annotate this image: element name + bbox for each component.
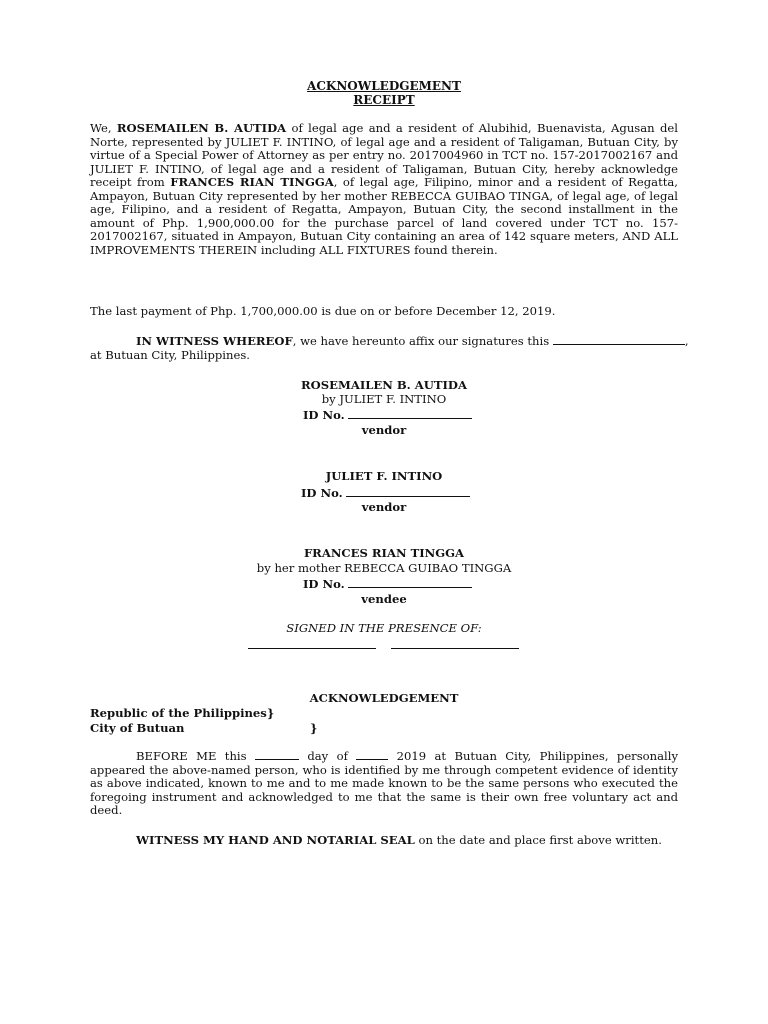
ack-paragraph: BEFORE ME this day of 2019 at Butuan City, Philippines, personally appeared the above-named person, who is identified by me through competent evidence of identity as above indicated, known to me and to me made known to be the same persons who executed the foregoing instrument and acknowledged to me that the same is their own free voluntary act and deed. [90, 749, 678, 817]
day-blank [255, 749, 299, 760]
witness-heading: IN WITNESS WHEREOF [136, 334, 293, 348]
signed-presence-label: SIGNED IN THE PRESENCE OF: [286, 621, 482, 635]
receipt-paragraph [90, 122, 678, 257]
witness-location: at Butuan City, Philippines. [90, 348, 250, 362]
text-payment-details: , of legal age, Filipino, minor and a resident of Regatta, Ampayon, Butuan City represented by her mother REBECCA GUIBAO TINGA, of legal age, of legal age, Filipino, and a resident of Regatta, Ampayon, Butuan City, the second installment in the amount of Php. 1,900,000.00 for the purchase parcel of land covered under TCT no. 157-2017002167, situated in Ampayon, Butuan City containing an area of 142 square meters, AND ALL IMPROVEMENTS THEREIN including ALL FIXTURES found therein. [90, 175, 678, 257]
sig2-id: ID No. [301, 486, 470, 500]
ack-title: ACKNOWLEDGEMENT [309, 691, 459, 705]
sig3-name: FRANCES RIAN TINGGA [303, 546, 465, 560]
sig1-role: vendor [361, 423, 407, 437]
sig1-id-blank [348, 408, 472, 419]
witness-paragraph: IN WITNESS WHEREOF, we have hereunto affix our signatures this , [136, 334, 689, 348]
text-representation: of legal age and a resident of Alubihid, Buenavista, Agusan del Norte, represented by JULIET F. INTINO, of legal age and a resident of Taligaman, Butuan City, by virtue of a Special Power of Attorney as per entry no. 2017004960 in TCT no. 157-2017002167 and JULIET F. INTINO, of legal age and a resident of Taligaman, Butuan City, hereby acknowledge receipt from [90, 121, 678, 189]
witness-signature-line-1 [248, 648, 376, 649]
document-subtitle: RECEIPT [353, 93, 415, 107]
sig1-by: by JULIET F. INTINO [321, 392, 447, 406]
witness-text: , we have hereunto affix our signatures this [292, 334, 553, 348]
sig2-role: vendor [361, 500, 407, 514]
vendee-name: FRANCES RIAN TINGGA [170, 175, 334, 189]
sig2-name: JULIET F. INTINO [325, 469, 443, 483]
text-we: We, [90, 121, 117, 135]
sig3-id-blank [348, 577, 472, 588]
sig3-id: ID No. [303, 577, 472, 591]
witness-signature-line-2 [391, 648, 519, 649]
sig3-role: vendee [361, 592, 407, 606]
document-title: ACKNOWLEDGEMENT [307, 79, 461, 93]
sig1-id: ID No. [303, 408, 472, 422]
sig3-by: by her mother REBECCA GUIBAO TINGGA [256, 561, 512, 575]
ack-republic: Republic of the Philippines} [90, 706, 275, 720]
vendor-name: ROSEMAILEN B. AUTIDA [116, 121, 287, 135]
sig1-name: ROSEMAILEN B. AUTIDA [301, 378, 467, 392]
notarial-seal-text: WITNESS MY HAND AND NOTARIAL SEAL on the date and place first above written. [136, 833, 662, 847]
month-blank [356, 749, 388, 760]
ack-city: City of Butuan } [90, 721, 318, 735]
sig2-id-blank [346, 486, 470, 497]
last-payment-text: The last payment of Php. 1,700,000.00 is due on or before December 12, 2019. [90, 304, 556, 318]
date-blank [553, 334, 685, 345]
